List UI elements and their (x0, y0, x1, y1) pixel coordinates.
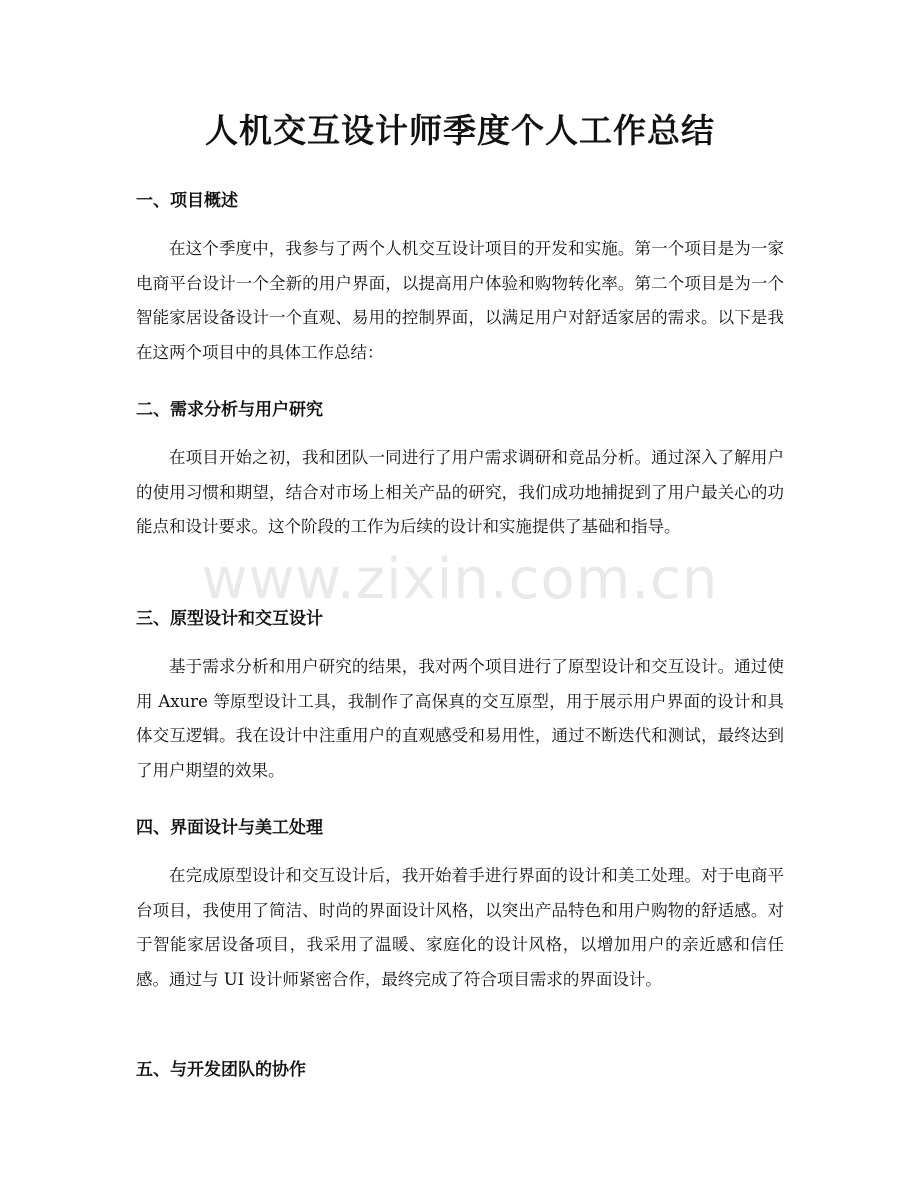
section-paragraph-requirements: 在项目开始之初，我和团队一同进行了用户需求调研和竞品分析。通过深入了解用户的使用习惯和期望，结合对市场上相关产品的研究，我们成功地捕捉到了用户最关心的功能点和设计要求。这个阶段的工作为后续的设计和实施提供了基础和指导。 (136, 448, 784, 536)
section-paragraph-overview: 在这个季度中，我参与了两个人机交互设计项目的开发和实施。第一个项目是为一家电商平台设计一个全新的用户界面，以提高用户体验和购物转化率。第二个项目是为一个智能家居设备设计一个直观、易用的控制界面，以满足用户对舒适家居的需求。以下是我在这两个项目中的具体工作总结： (136, 239, 784, 362)
section-paragraph-interface: 在完成原型设计和交互设计后，我开始着手进行界面的设计和美工处理。对于电商平台项目，我使用了简洁、时尚的界面设计风格，以突出产品特色和用户购物的舒适感。对于智能家居设备项目，我采用了温暖、家庭化的设计风格，以增加用户的亲近感和信任感。通过与 UI 设计师紧密合作，最终完成了符合项目需求的界面设计。 (136, 866, 784, 989)
watermark: www.zixin.com.cn (201, 547, 719, 612)
page-title: 人机交互设计师季度个人工作总结 (205, 111, 715, 150)
section-heading-collaboration: 五、与开发团队的协作 (136, 1060, 306, 1080)
section-heading-prototype: 三、原型设计和交互设计 (136, 609, 323, 629)
section-paragraph-prototype: 基于需求分析和用户研究的结果，我对两个项目进行了原型设计和交互设计。通过使用 Axure 等原型设计工具，我制作了高保真的交互原型，用于展示用户界面的设计和具体交互逻辑。我在设计中注重用户的直观感受和易用性，通过不断迭代和测试，最终达到了用户期望的效果。 (136, 657, 784, 780)
section-heading-interface: 四、界面设计与美工处理 (136, 818, 323, 838)
section-heading-requirements: 二、需求分析与用户研究 (136, 400, 323, 420)
section-heading-overview: 一、项目概述 (136, 191, 238, 211)
